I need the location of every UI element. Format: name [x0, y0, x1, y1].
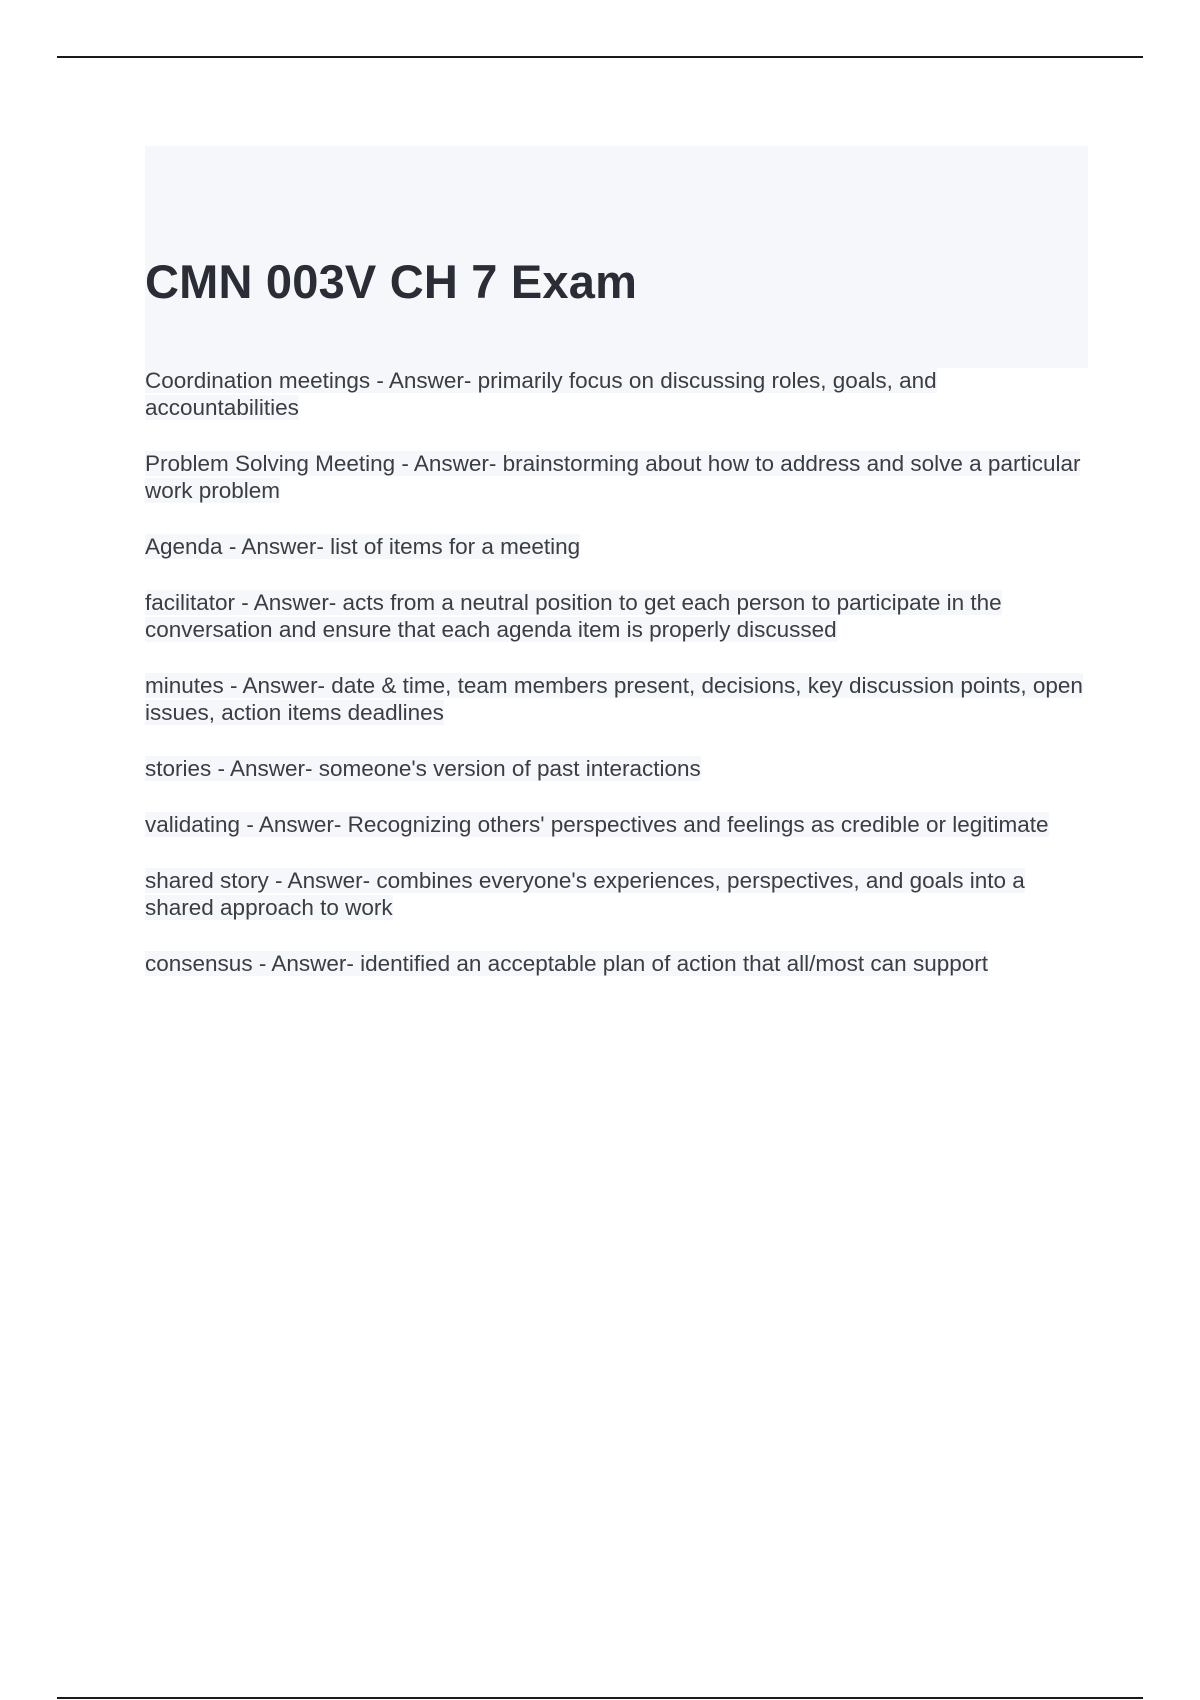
- entry-text: minutes - Answer- date & time, team members present, decisions, key discussion points, open issues, action items deadlines: [145, 673, 1083, 725]
- flashcard-entry: [145, 672, 1095, 726]
- flashcard-list: [145, 367, 1095, 1006]
- top-divider: [57, 56, 1143, 58]
- flashcard-entry: [145, 367, 1095, 421]
- bottom-divider: [57, 1697, 1143, 1699]
- entry-text: shared story - Answer- combines everyone's experiences, perspectives, and goals into a shared approach to work: [145, 868, 1025, 920]
- entry-text: stories - Answer- someone's version of past interactions: [145, 756, 701, 781]
- document-title: CMN 003V CH 7 Exam: [145, 255, 638, 308]
- flashcard-entry: [145, 450, 1095, 504]
- entry-text: Agenda - Answer- list of items for a meeting: [145, 534, 581, 559]
- entry-text: consensus - Answer- identified an acceptable plan of action that all/most can support: [145, 951, 988, 976]
- flashcard-entry: [145, 589, 1095, 643]
- entry-text: Problem Solving Meeting - Answer- brainstorming about how to address and solve a particular work problem: [145, 451, 1081, 503]
- flashcard-entry: [145, 811, 1095, 838]
- flashcard-entry: [145, 867, 1095, 921]
- flashcard-entry: [145, 755, 1095, 782]
- entry-text: facilitator - Answer- acts from a neutral position to get each person to participate in the conversation and ensure that each agenda item is properly discussed: [145, 590, 1002, 642]
- flashcard-entry: [145, 950, 1095, 977]
- flashcard-entry: [145, 533, 1095, 560]
- entry-text: Coordination meetings - Answer- primarily focus on discussing roles, goals, and accountabilities: [145, 368, 937, 420]
- entry-text: validating - Answer- Recognizing others' perspectives and feelings as credible or legitimate: [145, 812, 1049, 837]
